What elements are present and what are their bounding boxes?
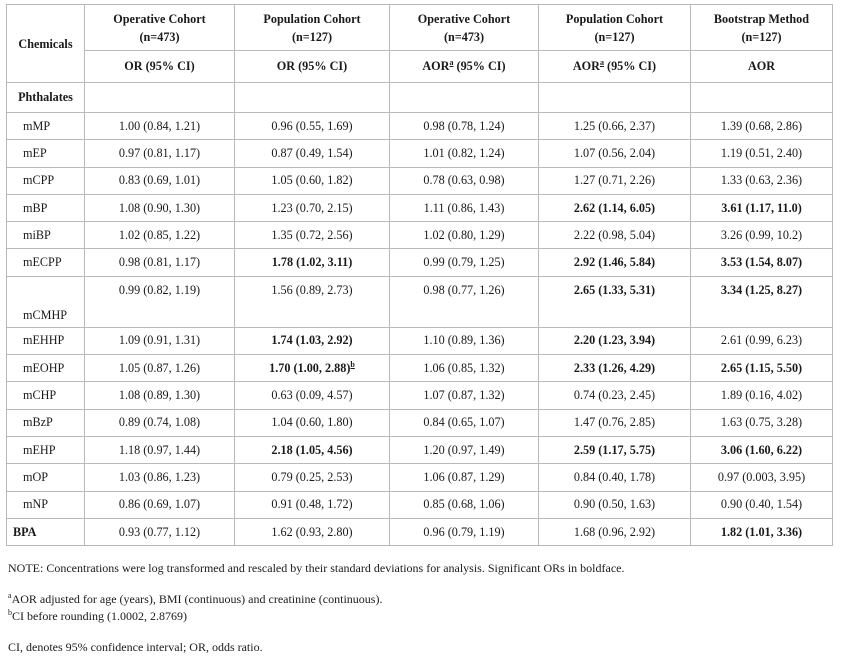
chemical-name: mEP — [7, 140, 85, 167]
value-cell: 1.19 (0.51, 2.40) — [691, 140, 833, 167]
value-cell: 1.02 (0.85, 1.22) — [85, 222, 235, 249]
value-cell: 0.93 (0.77, 1.12) — [85, 518, 235, 545]
value-cell: 1.02 (0.80, 1.29) — [390, 222, 539, 249]
chemical-name: mCHP — [7, 382, 85, 409]
value-cell: 0.84 (0.40, 1.78) — [539, 464, 691, 491]
value-cell: 1.09 (0.91, 1.31) — [85, 327, 235, 354]
table-row — [7, 409, 833, 436]
value-cell: 0.83 (0.69, 1.01) — [85, 167, 235, 194]
col1-header: Operative Cohort (n=473) — [85, 5, 235, 51]
value-cell: 0.98 (0.81, 1.17) — [85, 249, 235, 276]
chemical-name: mBzP — [7, 409, 85, 436]
value-cell: 1.78 (1.02, 3.11) — [235, 249, 390, 276]
table-row — [7, 436, 833, 463]
note-text: NOTE: Concentrations were log transformed and rescaled by their standard deviations for analysis. Significant ORs in boldface. — [8, 561, 625, 576]
table-row — [7, 140, 833, 167]
table-row — [7, 249, 833, 276]
chemical-name: BPA — [7, 518, 85, 545]
table-row — [7, 382, 833, 409]
abbreviations-note: CI, denotes 95% confidence interval; OR, odds ratio. — [8, 640, 263, 655]
value-cell: 1.08 (0.89, 1.30) — [85, 382, 235, 409]
value-cell: 2.59 (1.17, 5.75) — [539, 436, 691, 463]
footnote-a: $^a$AOR adjusted for age (years), BMI (continuous) and creatinine (continuous). — [8, 591, 383, 607]
value-cell: 1.33 (0.63, 2.36) — [691, 167, 833, 194]
table-row — [7, 194, 833, 221]
value-cell: 0.63 (0.09, 4.57) — [235, 382, 390, 409]
value-cell: 0.96 (0.55, 1.69) — [235, 113, 390, 140]
odds-ratio-table — [6, 4, 833, 546]
value-cell: 0.78 (0.63, 0.98) — [390, 167, 539, 194]
value-cell: 1.06 (0.87, 1.29) — [390, 464, 539, 491]
value-cell: 0.98 (0.77, 1.26) — [390, 276, 539, 327]
chemical-name: mCMHP — [7, 276, 85, 327]
value-cell: 2.65 (1.15, 5.50) — [691, 355, 833, 382]
chemical-name: miBP — [7, 222, 85, 249]
value-cell: 1.05 (0.60, 1.82) — [235, 167, 390, 194]
value-cell: 0.87 (0.49, 1.54) — [235, 140, 390, 167]
chemical-name: mMP — [7, 113, 85, 140]
chemical-name: mEHHP — [7, 327, 85, 354]
header-row-titles — [7, 5, 833, 51]
value-cell: 1.23 (0.70, 2.15) — [235, 194, 390, 221]
value-cell: 2.61 (0.99, 6.23) — [691, 327, 833, 354]
value-cell: 1.39 (0.68, 2.86) — [691, 113, 833, 140]
value-cell: 3.61 (1.17, 11.0) — [691, 194, 833, 221]
value-cell: 1.07 (0.87, 1.32) — [390, 382, 539, 409]
value-cell: 1.03 (0.86, 1.23) — [85, 464, 235, 491]
chemicals-header: Chemicals — [7, 5, 85, 83]
table-figure — [6, 4, 844, 656]
table-row — [7, 113, 833, 140]
chemical-name: mCPP — [7, 167, 85, 194]
col4-header: Population Cohort (n=127) — [539, 5, 691, 51]
value-cell: 2.22 (0.98, 5.04) — [539, 222, 691, 249]
col5-metric: AOR — [691, 51, 833, 83]
value-cell: 1.25 (0.66, 2.37) — [539, 113, 691, 140]
chemical-name: mBP — [7, 194, 85, 221]
value-cell: 0.90 (0.50, 1.63) — [539, 491, 691, 518]
value-cell: 0.96 (0.79, 1.19) — [390, 518, 539, 545]
value-cell: 1.20 (0.97, 1.49) — [390, 436, 539, 463]
table-row — [7, 327, 833, 354]
value-cell: 1.11 (0.86, 1.43) — [390, 194, 539, 221]
table-row — [7, 518, 833, 545]
value-cell: 1.62 (0.93, 2.80) — [235, 518, 390, 545]
value-cell: 1.04 (0.60, 1.80) — [235, 409, 390, 436]
value-cell: 1.08 (0.90, 1.30) — [85, 194, 235, 221]
footnote-b: $^b$CI before rounding (1.0002, 2.8769) — [8, 608, 187, 624]
value-cell: 3.34 (1.25, 8.27) — [691, 276, 833, 327]
value-cell: 1.70 (1.00, 2.88)$^b$ — [235, 355, 390, 382]
col5-header: Bootstrap Method (n=127) — [691, 5, 833, 51]
table-row — [7, 355, 833, 382]
value-cell: 0.91 (0.48, 1.72) — [235, 491, 390, 518]
table-row — [7, 167, 833, 194]
value-cell: 1.07 (0.56, 2.04) — [539, 140, 691, 167]
value-cell: 2.62 (1.14, 6.05) — [539, 194, 691, 221]
table-row — [7, 276, 833, 327]
value-cell: 0.89 (0.74, 1.08) — [85, 409, 235, 436]
value-cell: 1.89 (0.16, 4.02) — [691, 382, 833, 409]
col2-metric: OR (95% CI) — [235, 51, 390, 83]
value-cell: 1.01 (0.82, 1.24) — [390, 140, 539, 167]
value-cell: 3.53 (1.54, 8.07) — [691, 249, 833, 276]
value-cell: 0.79 (0.25, 2.53) — [235, 464, 390, 491]
value-cell: 0.74 (0.23, 2.45) — [539, 382, 691, 409]
value-cell: 1.56 (0.89, 2.73) — [235, 276, 390, 327]
value-cell: 0.97 (0.003, 3.95) — [691, 464, 833, 491]
value-cell: 1.74 (1.03, 2.92) — [235, 327, 390, 354]
value-cell: 0.86 (0.69, 1.07) — [85, 491, 235, 518]
value-cell: 2.18 (1.05, 4.56) — [235, 436, 390, 463]
value-cell: 1.82 (1.01, 3.36) — [691, 518, 833, 545]
chemical-name: mOP — [7, 464, 85, 491]
header-row-metrics — [7, 51, 833, 83]
col4-metric: AOR$^a$ (95% CI) — [539, 51, 691, 83]
value-cell: 1.63 (0.75, 3.28) — [691, 409, 833, 436]
value-cell: 0.90 (0.40, 1.54) — [691, 491, 833, 518]
value-cell: 1.00 (0.84, 1.21) — [85, 113, 235, 140]
section-label: Phthalates — [7, 83, 85, 113]
chemical-name: mEHP — [7, 436, 85, 463]
value-cell: 0.97 (0.81, 1.17) — [85, 140, 235, 167]
value-cell: 2.20 (1.23, 3.94) — [539, 327, 691, 354]
value-cell: 0.99 (0.82, 1.19) — [85, 276, 235, 327]
col2-header: Population Cohort (n=127) — [235, 5, 390, 51]
value-cell: 2.33 (1.26, 4.29) — [539, 355, 691, 382]
value-cell: 1.68 (0.96, 2.92) — [539, 518, 691, 545]
value-cell: 1.47 (0.76, 2.85) — [539, 409, 691, 436]
value-cell: 2.92 (1.46, 5.84) — [539, 249, 691, 276]
value-cell: 1.10 (0.89, 1.36) — [390, 327, 539, 354]
section-row-phthalates — [7, 83, 833, 113]
value-cell: 0.98 (0.78, 1.24) — [390, 113, 539, 140]
chemical-name: mEOHP — [7, 355, 85, 382]
value-cell: 0.99 (0.79, 1.25) — [390, 249, 539, 276]
col3-metric: AOR$^a$ (95% CI) — [390, 51, 539, 83]
value-cell: 1.27 (0.71, 2.26) — [539, 167, 691, 194]
col3-header: Operative Cohort (n=473) — [390, 5, 539, 51]
value-cell: 0.85 (0.68, 1.06) — [390, 491, 539, 518]
value-cell: 0.84 (0.65, 1.07) — [390, 409, 539, 436]
table-row — [7, 464, 833, 491]
value-cell: 2.65 (1.33, 5.31) — [539, 276, 691, 327]
value-cell: 1.05 (0.87, 1.26) — [85, 355, 235, 382]
value-cell: 1.06 (0.85, 1.32) — [390, 355, 539, 382]
value-cell: 3.26 (0.99, 10.2) — [691, 222, 833, 249]
chemical-name: mECPP — [7, 249, 85, 276]
col1-metric: OR (95% CI) — [85, 51, 235, 83]
value-cell: 3.06 (1.60, 6.22) — [691, 436, 833, 463]
value-cell: 1.35 (0.72, 2.56) — [235, 222, 390, 249]
value-cell: 1.18 (0.97, 1.44) — [85, 436, 235, 463]
table-row — [7, 222, 833, 249]
table-notes — [6, 560, 844, 656]
chemical-name: mNP — [7, 491, 85, 518]
table-row — [7, 491, 833, 518]
